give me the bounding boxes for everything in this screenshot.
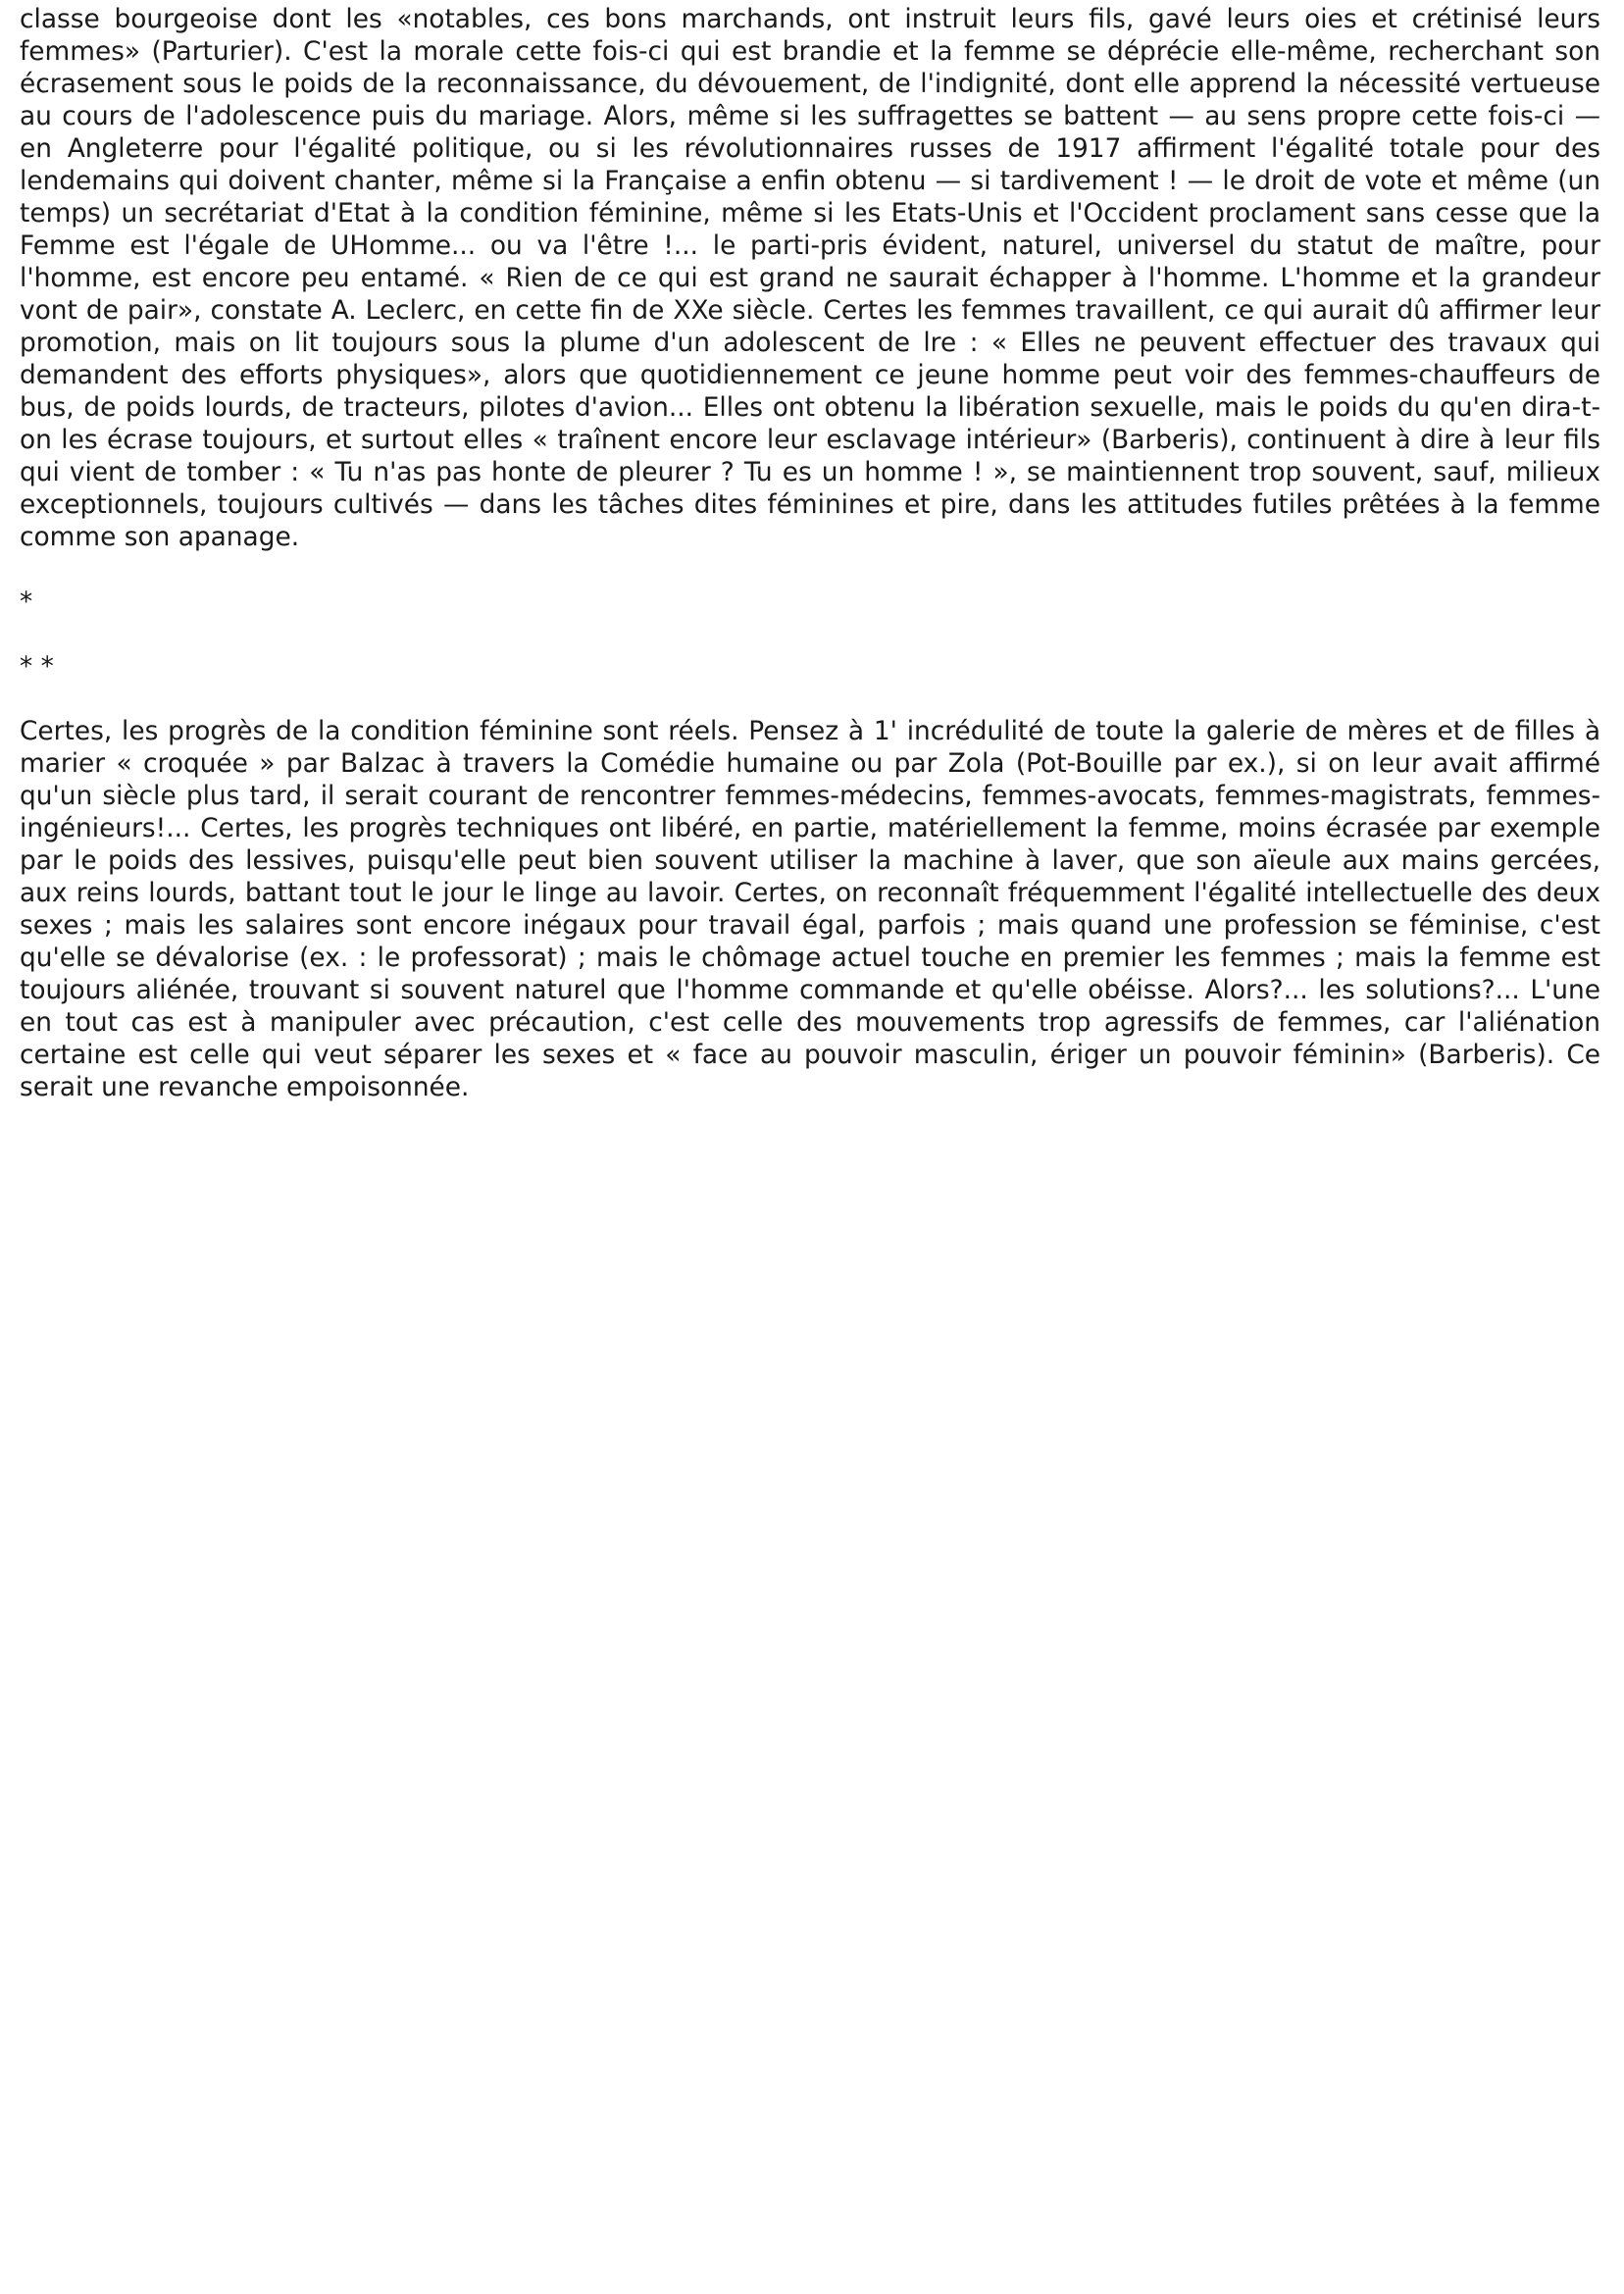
- body-paragraph-1: classe bourgeoise dont les «notables, ces bons marchands, ont instruit leurs fils, gavé leurs oies et crétinisé leurs femmes» (Parturier). C'est la morale cette fois-ci qui est brandie et la femme se déprécie elle-même, recherchant son écrasement sous le poids de la reconnaissance, du dévouement, de l'indignité, dont elle apprend la nécessité vertueuse au cours de l'adolescence puis du mariage. Alors, même si les suffragettes se battent — au sens propre cette fois-ci — en Angleterre pour l'égalité politique, ou si les révolutionnaires russes de 1917 affirment l'égalité totale pour des lendemains qui doivent chanter, même si la Française a enfin obtenu — si tardivement ! — le droit de vote et même (un temps) un secrétariat d'Etat à la condition féminine, même si les Etats-Unis et l'Occident proclament sans cesse que la Femme est l'égale de UHomme... ou va l'être !... le parti-pris évident, naturel, universel du statut de maître, pour l'homme, est encore peu entamé. « Rien de ce qui est grand ne saurait échapper à l'homme. L'homme et la grandeur vont de pair», constate A. Leclerc, en cette fin de XXe siècle. Certes les femmes travaillent, ce qui aurait dû affirmer leur promotion, mais on lit toujours sous la plume d'un adolescent de lre : « Elles ne peuvent effectuer des travaux qui demandent des efforts physiques», alors que quotidiennement ce jeune homme peut voir des femmes-chauffeurs de bus, de poids lourds, de tracteurs, pilotes d'avion... Elles ont obtenu la libération sexuelle, mais le poids du qu'en dira-t-on les écrase toujours, et surtout elles « traînent encore leur esclavage intérieur» (Barberis), continuent à dire à leur fils qui vient de tomber : « Tu n'as pas honte de pleurer ? Tu es un homme ! », se maintiennent trop souvent, sauf, milieux exceptionnels, toujours cultivés — dans les tâches dites féminines et pire, dans les attitudes futiles prêtées à la femme comme son apanage.: [20, 4, 1600, 552]
- paragraph-spacer: [20, 553, 1600, 586]
- section-separator-double-asterisk: * *: [20, 651, 54, 682]
- document-page: [20, 3, 1600, 1103]
- section-separator-single-asterisk: *: [20, 586, 33, 617]
- body-paragraph-2: Certes, les progrès de la condition féminine sont réels. Pensez à 1' incrédulité de toute la galerie de mères et de filles à marier « croquée » par Balzac à travers la Comédie humaine ou par Zola (Pot-Bouille par ex.), si on leur avait affirmé qu'un siècle plus tard, il serait courant de rencontrer femmes-médecins, femmes-avocats, femmes-magistrats, femmes-ingénieurs!... Certes, les progrès techniques ont libéré, en partie, matériellement la femme, moins écrasée par exemple par le poids des lessives, puisqu'elle peut bien souvent utiliser la machine à laver, que son aïeule aux mains gercées, aux reins lourds, battant tout le jour le linge au lavoir. Certes, on reconnaît fréquemment l'égalité intellectuelle des deux sexes ; mais les salaires sont encore inégaux pour travail égal, parfois ; mais quand une profession se féminise, c'est qu'elle se dévalorise (ex. : le professorat) ; mais le chômage actuel touche en premier les femmes ; mais la femme est toujours aliénée, trouvant si souvent naturel que l'homme commande et qu'elle obéisse. Alors?... les solutions?... L'une en tout cas est à manipuler avec précaution, c'est celle des mouvements trop agressifs de femmes, car l'aliénation certaine est celle qui veut séparer les sexes et « face au pouvoir masculin, ériger un pouvoir féminin» (Barberis). Ce serait une revanche empoisonnée.: [20, 716, 1600, 1102]
- paragraph-spacer: [20, 618, 1600, 650]
- paragraph-spacer: [20, 683, 1600, 715]
